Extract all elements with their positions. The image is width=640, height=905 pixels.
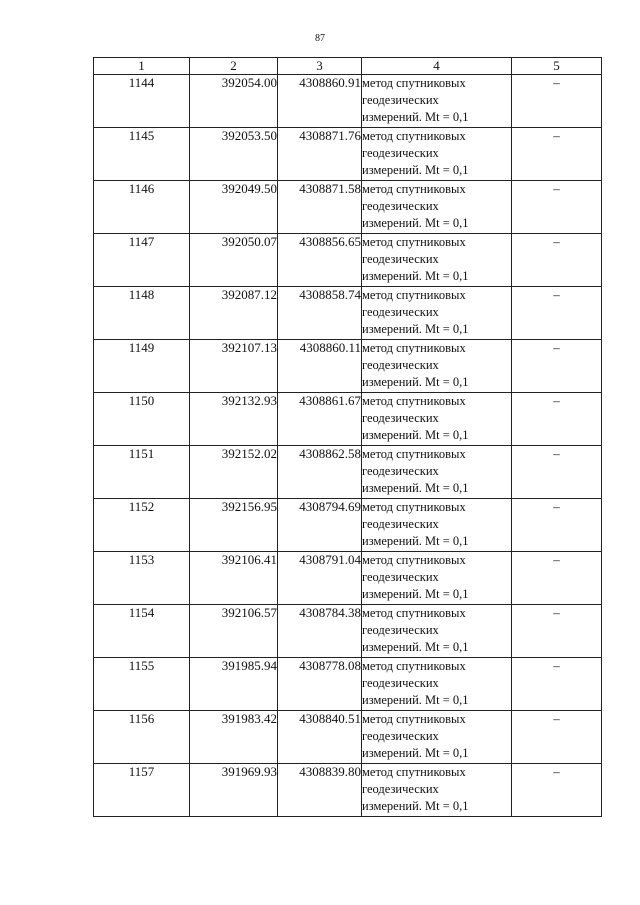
point-number: 1155 <box>94 658 190 711</box>
note-dash: – <box>512 393 602 446</box>
table-row <box>94 552 602 605</box>
method-line: метод спутниковых <box>362 129 466 143</box>
method-line: метод спутниковых <box>362 659 466 673</box>
method-line: геодезических <box>362 252 439 266</box>
coordinate-x: 392106.41 <box>190 552 278 605</box>
table-row <box>94 75 602 128</box>
method-line: метод спутниковых <box>362 394 466 408</box>
note-dash: – <box>512 75 602 128</box>
coordinate-y: 4308861.67 <box>278 393 362 446</box>
table-row <box>94 393 602 446</box>
method-line: метод спутниковых <box>362 288 466 302</box>
method-cell <box>362 75 512 128</box>
coordinate-y: 4308860.11 <box>278 340 362 393</box>
coordinate-y: 4308791.04 <box>278 552 362 605</box>
note-dash: – <box>512 287 602 340</box>
header-col-5: 5 <box>512 58 602 75</box>
method-line: метод спутниковых <box>362 447 466 461</box>
point-number: 1150 <box>94 393 190 446</box>
method-line: геодезических <box>362 411 439 425</box>
coordinate-x: 391969.93 <box>190 764 278 817</box>
table-row <box>94 446 602 499</box>
coordinate-x: 391985.94 <box>190 658 278 711</box>
table-row <box>94 340 602 393</box>
method-cell <box>362 658 512 711</box>
note-dash: – <box>512 181 602 234</box>
coordinate-x: 392053.50 <box>190 128 278 181</box>
method-line: геодезических <box>362 464 439 478</box>
method-cell <box>362 499 512 552</box>
coordinate-y: 4308871.76 <box>278 128 362 181</box>
method-line: измерений. Mt = 0,1 <box>362 375 469 389</box>
note-dash: – <box>512 234 602 287</box>
method-line: геодезических <box>362 517 439 531</box>
table-row <box>94 605 602 658</box>
point-number: 1154 <box>94 605 190 658</box>
method-line: геодезических <box>362 570 439 584</box>
method-line: измерений. Mt = 0,1 <box>362 428 469 442</box>
note-dash: – <box>512 711 602 764</box>
point-number: 1144 <box>94 75 190 128</box>
coordinate-y: 4308871.58 <box>278 181 362 234</box>
method-line: геодезических <box>362 305 439 319</box>
method-cell <box>362 446 512 499</box>
header-col-1: 1 <box>94 58 190 75</box>
coordinate-y: 4308840.51 <box>278 711 362 764</box>
coordinate-x: 392152.02 <box>190 446 278 499</box>
coordinate-y: 4308778.08 <box>278 658 362 711</box>
method-line: измерений. Mt = 0,1 <box>362 799 469 813</box>
coordinate-x: 392106.57 <box>190 605 278 658</box>
note-dash: – <box>512 605 602 658</box>
method-line: измерений. Mt = 0,1 <box>362 746 469 760</box>
table-row <box>94 287 602 340</box>
method-line: измерений. Mt = 0,1 <box>362 640 469 654</box>
note-dash: – <box>512 764 602 817</box>
method-line: измерений. Mt = 0,1 <box>362 216 469 230</box>
table-row <box>94 181 602 234</box>
point-number: 1151 <box>94 446 190 499</box>
method-line: измерений. Mt = 0,1 <box>362 163 469 177</box>
coordinate-x: 391983.42 <box>190 711 278 764</box>
header-col-3: 3 <box>278 58 362 75</box>
method-line: геодезических <box>362 358 439 372</box>
point-number: 1157 <box>94 764 190 817</box>
coordinate-x: 392156.95 <box>190 499 278 552</box>
method-line: метод спутниковых <box>362 606 466 620</box>
method-cell <box>362 764 512 817</box>
note-dash: – <box>512 446 602 499</box>
method-cell <box>362 128 512 181</box>
method-cell <box>362 287 512 340</box>
method-line: метод спутниковых <box>362 765 466 779</box>
coordinate-x: 392087.12 <box>190 287 278 340</box>
header-col-4: 4 <box>362 58 512 75</box>
method-cell <box>362 340 512 393</box>
point-number: 1149 <box>94 340 190 393</box>
method-line: измерений. Mt = 0,1 <box>362 110 469 124</box>
method-line: метод спутниковых <box>362 182 466 196</box>
note-dash: – <box>512 552 602 605</box>
point-number: 1153 <box>94 552 190 605</box>
coordinate-y: 4308856.65 <box>278 234 362 287</box>
method-cell <box>362 234 512 287</box>
note-dash: – <box>512 499 602 552</box>
method-line: метод спутниковых <box>362 500 466 514</box>
point-number: 1147 <box>94 234 190 287</box>
method-line: измерений. Mt = 0,1 <box>362 269 469 283</box>
method-line: геодезических <box>362 676 439 690</box>
table-body <box>94 75 602 817</box>
coordinate-x: 392054.00 <box>190 75 278 128</box>
coordinate-y: 4308862.58 <box>278 446 362 499</box>
point-number: 1146 <box>94 181 190 234</box>
method-line: геодезических <box>362 93 439 107</box>
coordinates-table <box>93 57 602 817</box>
point-number: 1156 <box>94 711 190 764</box>
method-cell <box>362 605 512 658</box>
note-dash: – <box>512 658 602 711</box>
method-line: измерений. Mt = 0,1 <box>362 693 469 707</box>
table-row <box>94 128 602 181</box>
table-row <box>94 711 602 764</box>
method-line: геодезических <box>362 729 439 743</box>
coordinate-y: 4308794.69 <box>278 499 362 552</box>
point-number: 1145 <box>94 128 190 181</box>
header-row <box>94 58 602 75</box>
method-cell <box>362 552 512 605</box>
method-line: геодезических <box>362 782 439 796</box>
method-line: метод спутниковых <box>362 341 466 355</box>
coordinate-y: 4308784.38 <box>278 605 362 658</box>
method-line: геодезических <box>362 199 439 213</box>
point-number: 1152 <box>94 499 190 552</box>
note-dash: – <box>512 128 602 181</box>
coordinate-y: 4308860.91 <box>278 75 362 128</box>
method-line: измерений. Mt = 0,1 <box>362 322 469 336</box>
method-line: метод спутниковых <box>362 76 466 90</box>
coordinate-x: 392050.07 <box>190 234 278 287</box>
coordinate-x: 392049.50 <box>190 181 278 234</box>
coordinate-y: 4308858.74 <box>278 287 362 340</box>
method-cell <box>362 393 512 446</box>
coordinate-x: 392107.13 <box>190 340 278 393</box>
coordinate-y: 4308839.80 <box>278 764 362 817</box>
coordinate-x: 392132.93 <box>190 393 278 446</box>
method-line: метод спутниковых <box>362 553 466 567</box>
table-row <box>94 234 602 287</box>
method-line: измерений. Mt = 0,1 <box>362 534 469 548</box>
table-row <box>94 499 602 552</box>
method-line: метод спутниковых <box>362 712 466 726</box>
point-number: 1148 <box>94 287 190 340</box>
table-row <box>94 658 602 711</box>
table-header <box>94 58 602 75</box>
method-line: метод спутниковых <box>362 235 466 249</box>
method-line: измерений. Mt = 0,1 <box>362 481 469 495</box>
note-dash: – <box>512 340 602 393</box>
page-number: 87 <box>315 33 325 44</box>
method-cell <box>362 181 512 234</box>
method-line: геодезических <box>362 623 439 637</box>
table-row <box>94 764 602 817</box>
method-line: геодезических <box>362 146 439 160</box>
header-col-2: 2 <box>190 58 278 75</box>
method-line: измерений. Mt = 0,1 <box>362 587 469 601</box>
method-cell <box>362 711 512 764</box>
